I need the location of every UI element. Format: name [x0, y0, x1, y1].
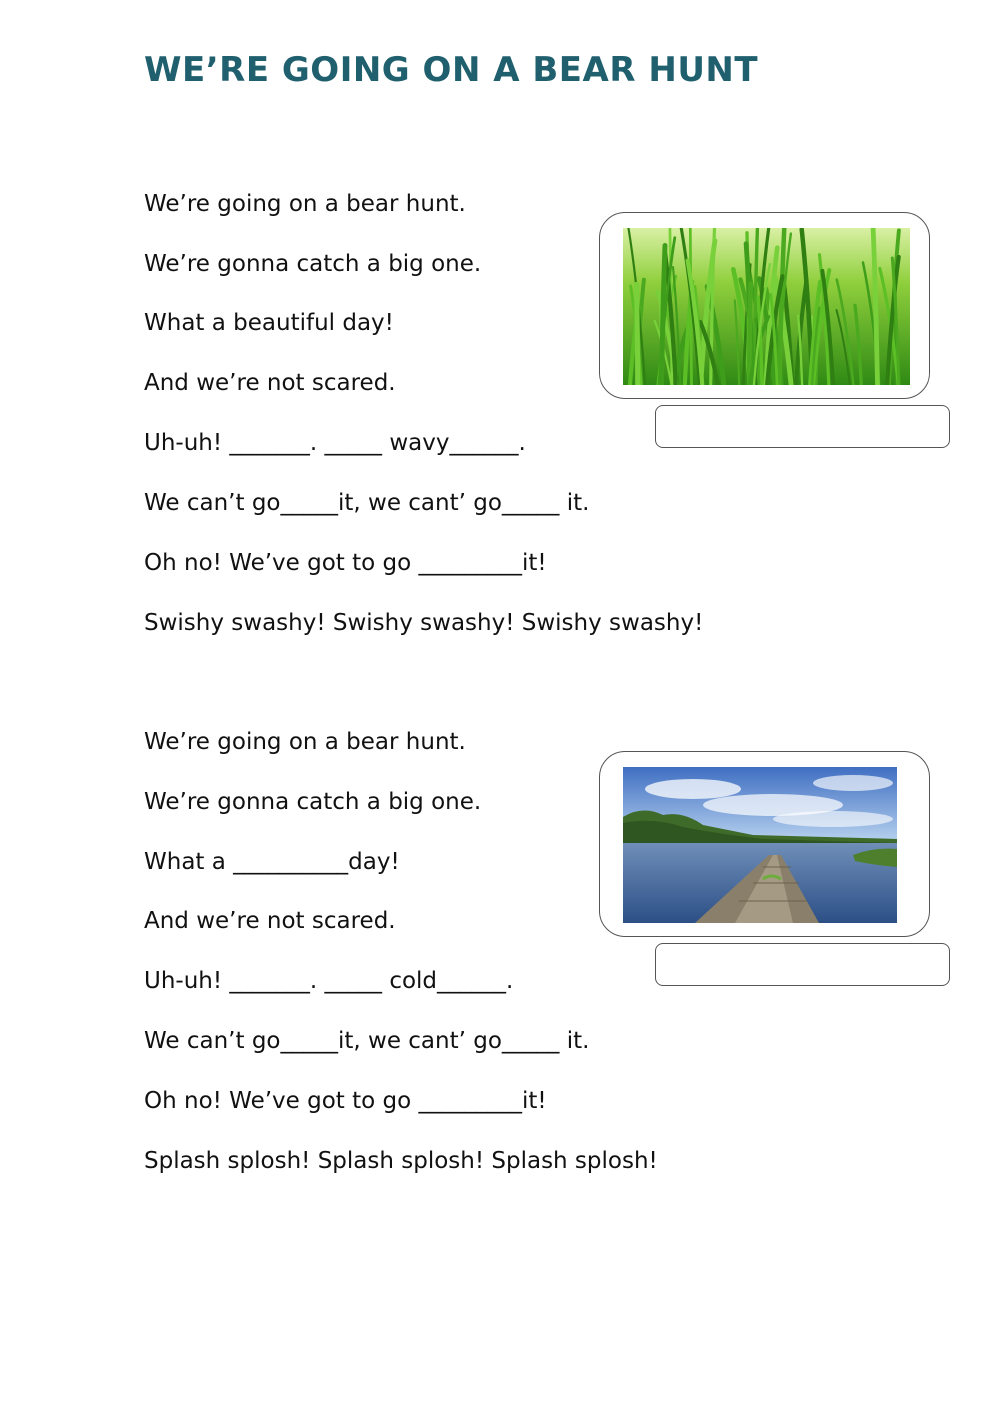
verse-1-line-7-fill-in: Oh no! We’ve got to go _________it!: [144, 550, 547, 576]
verse-1-line-4: And we’re not scared.: [144, 370, 396, 396]
verse-2-line-4: And we’re not scared.: [144, 908, 396, 934]
verse-1-line-2: We’re gonna catch a big one.: [144, 251, 482, 277]
grass-blade: [637, 284, 638, 385]
verse-1-answer-box[interactable]: [655, 405, 950, 448]
verse-1-line-8: Swishy swashy! Swishy swashy! Swishy swashy!: [144, 610, 704, 636]
verse-2-line-3-fill-in: What a __________day!: [144, 849, 400, 875]
worksheet-title: WE’RE GOING ON A BEAR HUNT: [144, 50, 759, 90]
verse-1-line-1: We’re going on a bear hunt.: [144, 191, 466, 217]
verse-1-line-5-fill-in: Uh-uh! _______. _____ wavy______.: [144, 430, 526, 456]
lake-with-pier-photo: [623, 767, 897, 923]
verse-1-line-6-fill-in: We can’t go_____it, we cant’ go_____ it.: [144, 490, 590, 516]
verse-2-answer-box[interactable]: [655, 943, 950, 986]
verse-1-line-3: What a beautiful day!: [144, 310, 394, 336]
verse-2-line-8: Splash splosh! Splash splosh! Splash splosh!: [144, 1148, 658, 1174]
verse-2-line-2: We’re gonna catch a big one.: [144, 789, 482, 815]
verse-2-line-6-fill-in: We can’t go_____it, we cant’ go_____ it.: [144, 1028, 590, 1054]
verse-2-line-5-fill-in: Uh-uh! _______. _____ cold______.: [144, 968, 514, 994]
verse-2-line-1: We’re going on a bear hunt.: [144, 729, 466, 755]
grass-picture-frame: [599, 212, 930, 399]
grass-photo: [623, 228, 910, 385]
verse-2-line-7-fill-in: Oh no! We’ve got to go _________it!: [144, 1088, 547, 1114]
lake-picture-frame: [599, 751, 930, 937]
grass-blade: [749, 284, 751, 386]
